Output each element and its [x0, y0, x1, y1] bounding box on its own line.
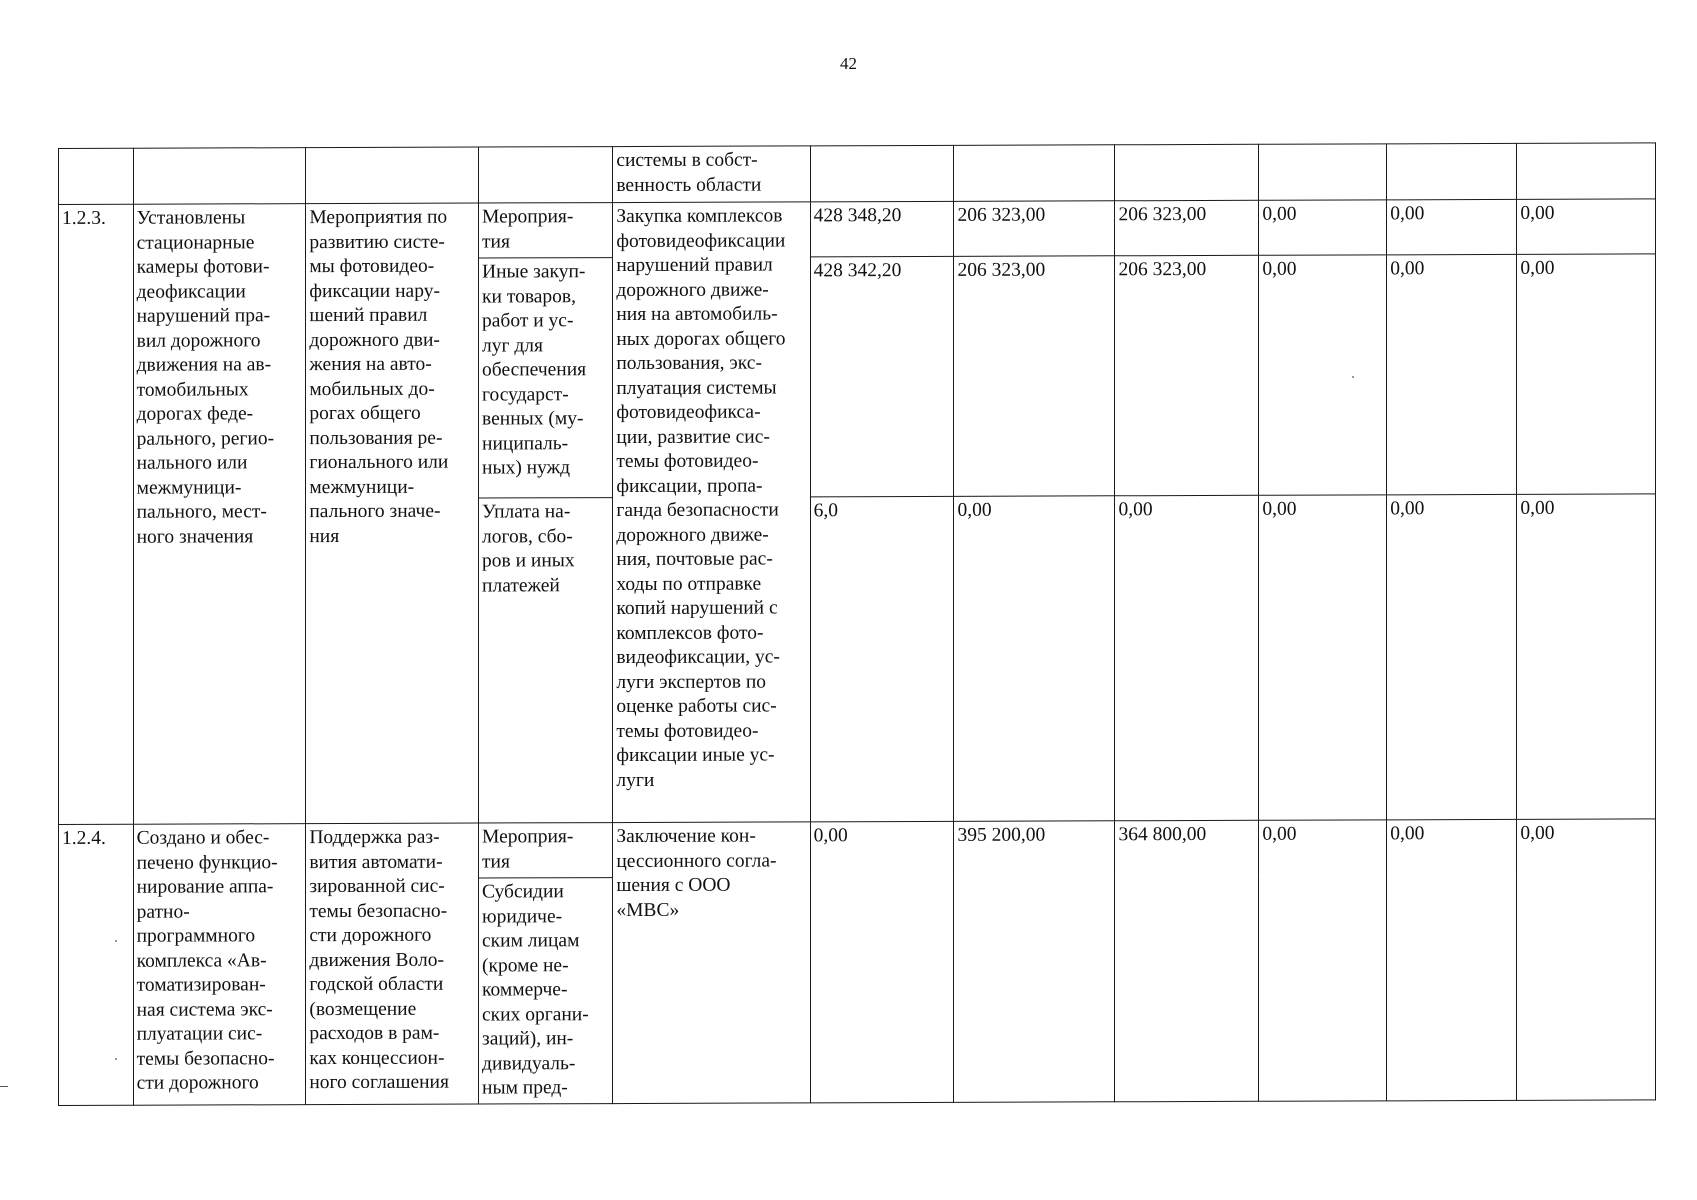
cell-result — [133, 148, 306, 205]
cell-value — [1259, 144, 1387, 200]
cell-value: 0,00 — [1387, 254, 1517, 494]
cell-value: 0,00 — [1259, 820, 1387, 1101]
cell-value: 206 323,00 — [954, 256, 1115, 497]
cell-value: 0,00 — [1517, 199, 1656, 254]
cell-expense-type: Мероприя- тия — [479, 823, 613, 878]
cell-value: 0,00 — [954, 496, 1115, 822]
cell-number: 1.2.3. — [59, 204, 134, 824]
cell-description: Заключение кон- цессионного согла- шения с ООО «МВС» — [613, 822, 810, 1103]
scan-speck — [1352, 376, 1354, 378]
cell-value — [810, 145, 954, 202]
cell-value: 206 323,00 — [954, 201, 1115, 257]
table-row-continuation — [59, 143, 1656, 205]
cell-value: 6,0 — [810, 496, 954, 822]
cell-expense-type: Иные закуп- ки товаров, работ и ус- луг для обеспечения государст- венных (му- ниципаль- ных) нужд — [479, 258, 613, 498]
scan-speck — [115, 1058, 117, 1060]
cell-activity: Мероприятия по развитию систе- мы фотовидео- фиксации нару- шений правил дорожного дви- жения на авто- мобильных до- рогах общего пользования ре- гионального или межмуници- пального значе- ния — [306, 203, 479, 824]
cell-expense-type — [479, 147, 613, 203]
scan-edge-mark — [0, 1086, 8, 1087]
cell-number: 1.2.4. — [59, 824, 134, 1105]
cell-value: 0,00 — [1115, 495, 1259, 821]
cell-value — [1387, 143, 1517, 199]
table-row-1-2-3-activities — [59, 199, 1656, 260]
cell-value: 206 323,00 — [1115, 255, 1259, 496]
page-number: 42 — [840, 54, 857, 73]
cell-value: 0,00 — [1517, 494, 1656, 819]
cell-value: 0,00 — [1517, 254, 1656, 494]
cell-description: системы в собст- венность области — [613, 146, 810, 203]
cell-result: Установлены стационарные камеры фотови- деофиксации нарушений пра- вил дорожного движения на ав- томобильных дорогах феде- рального, регио- нального или межмуници- пального, мест- ного значения — [133, 204, 306, 825]
cell-value: 0,00 — [1259, 495, 1387, 820]
cell-value: 0,00 — [810, 821, 954, 1102]
cell-value: 0,00 — [1387, 199, 1517, 254]
cell-description: Закупка комплексов фотовидеофиксации нарушений правил дорожного движе- ния на автомобиль- ных дорогах общего пользования, экс- плуатация системы фотовидеофикса- ции, развитие сис- темы фотовидео- фиксации, пропа- ганда безопасности дорожного движе- ния, почтовые рас- ходы по отправке копий нарушений с комплексов фото- видеофиксации, ус- луги экспертов по оценке работы сис- темы фотовидео- фиксации иные ус- луги — [613, 202, 810, 823]
cell-activity — [306, 147, 479, 204]
scan-speck — [115, 940, 117, 942]
cell-value: 428 348,20 — [810, 201, 954, 257]
cell-activity: Поддержка раз- вития автомати- зированной сис- темы безопасно- сти дорожного движения Воло- годской области (возмещение расходов в рам- ках концессион- ного соглашения — [306, 823, 479, 1104]
cell-value: 206 323,00 — [1115, 200, 1259, 256]
cell-value: 0,00 — [1387, 494, 1517, 819]
cell-expense-type: Мероприя- тия — [479, 203, 613, 258]
budget-table — [58, 142, 1656, 1105]
budget-table-sheet — [58, 142, 1656, 1134]
cell-expense-type: Субсидии юридиче- ским лицам (кроме не- коммерче- ских органи- заций), ин- дивидуаль- ным пред- — [479, 878, 613, 1104]
cell-number — [59, 148, 134, 204]
table-row-1-2-4-activities — [59, 819, 1656, 880]
cell-value: 0,00 — [1387, 819, 1517, 1100]
cell-value: 395 200,00 — [954, 821, 1115, 1102]
cell-value: 0,00 — [1517, 819, 1656, 1100]
cell-value: 364 800,00 — [1115, 820, 1259, 1101]
cell-result: Создано и обес- печено функцио- нирование аппа- ратно- программного комплекса «Ав- томатизирован- ная система экс- плуатации сис- темы безопасно- сти дорожного — [133, 824, 306, 1105]
cell-value — [1115, 144, 1259, 201]
cell-value: 0,00 — [1259, 200, 1387, 255]
cell-expense-type: Уплата на- логов, сбо- ров и иных платежей — [479, 498, 613, 823]
cell-value: 0,00 — [1259, 255, 1387, 495]
cell-value: 428 342,20 — [810, 256, 954, 497]
cell-value — [954, 145, 1115, 202]
cell-value — [1517, 143, 1656, 199]
